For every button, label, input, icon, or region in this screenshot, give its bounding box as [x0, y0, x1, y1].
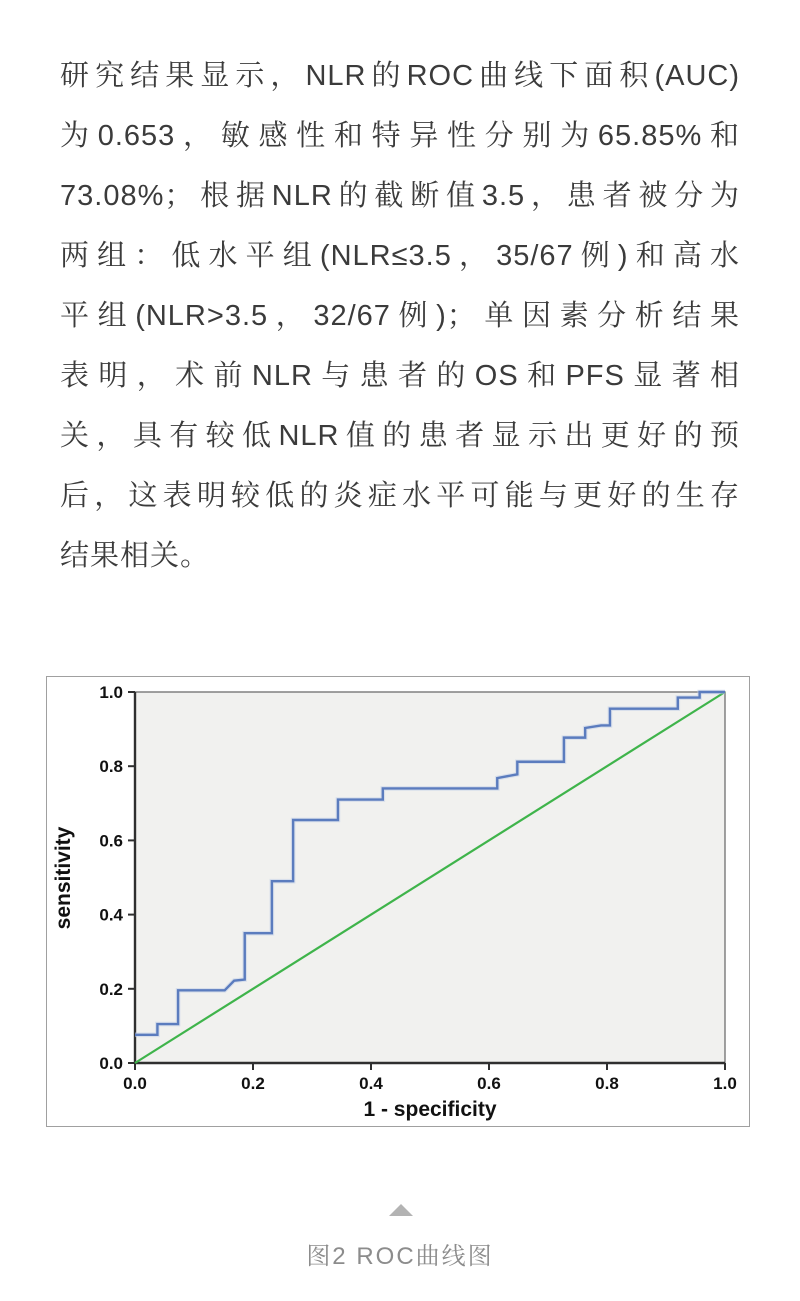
y-tick-label: 0.4 [99, 905, 123, 925]
paragraph-line: 后，这表明较低的炎症水平可能与更好的生存 [60, 480, 740, 512]
y-tick-label: 1.0 [99, 683, 123, 702]
x-tick-label: 0.6 [477, 1074, 501, 1093]
x-tick-label: 1.0 [713, 1074, 737, 1093]
paragraph-line: 结果相关。 [60, 540, 211, 572]
paragraph-line: 表明，术前NLR与患者的OS和PFS显著相 [60, 360, 740, 392]
roc-chart-svg [46, 676, 750, 1127]
x-tick-label: 0.4 [359, 1074, 383, 1093]
article-paragraph [60, 46, 740, 586]
y-tick-label: 0.2 [99, 979, 123, 999]
roc-figure [46, 676, 750, 1127]
paragraph-line: 两组：低水平组(NLR≤3.5，35/67例)和高水 [60, 240, 740, 272]
y-tick-label: 0.8 [99, 757, 123, 777]
x-tick-label: 0.8 [595, 1074, 619, 1093]
x-axis-title: 1 - specificity [363, 1098, 497, 1121]
paragraph-line: 平组(NLR>3.5，32/67例)；单因素分析结果 [60, 300, 740, 332]
x-tick-label: 0.2 [241, 1074, 265, 1093]
y-tick-label: 0.0 [99, 1054, 123, 1073]
figure-caption: 图2 ROC曲线图 [306, 1243, 494, 1270]
x-tick-label: 0.0 [123, 1074, 147, 1093]
y-tick-label: 0.6 [99, 831, 123, 851]
y-axis-title: sensitivity [52, 826, 75, 930]
paragraph-line: 关，具有较低NLR值的患者显示出更好的预 [60, 420, 740, 452]
paragraph-line: 73.08%；根据NLR的截断值3.5，患者被分为 [60, 180, 740, 212]
paragraph-line: 研究结果显示，NLR的ROC曲线下面积(AUC) [60, 60, 740, 92]
collapse-arrow-icon [389, 1204, 413, 1216]
paragraph-line: 为0.653，敏感性和特异性分别为65.85%和 [60, 120, 740, 152]
